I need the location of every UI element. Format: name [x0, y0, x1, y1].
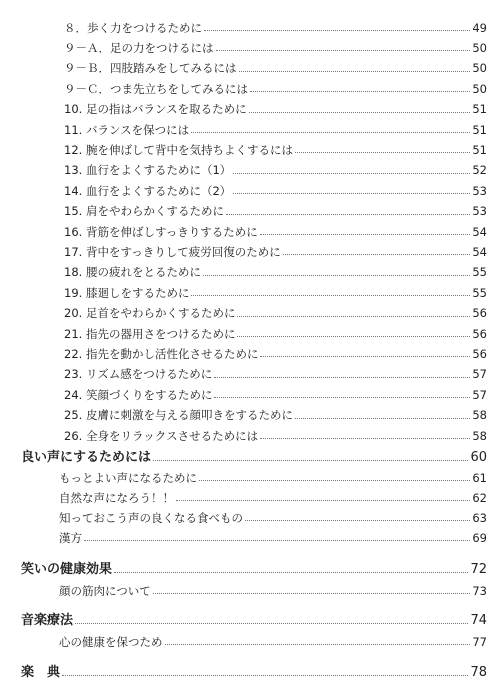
dot-leader [260, 234, 471, 235]
dot-leader [237, 336, 470, 337]
toc-entry-title: 12. 腕を伸ばして背中を気持ちよくするには [64, 142, 293, 157]
toc-entry [0, 504, 500, 524]
toc-entry [0, 524, 500, 544]
toc-section-title: 音楽療法 [21, 613, 74, 628]
toc-section-title: 良い声にするためには [21, 450, 152, 465]
dot-leader [249, 112, 471, 113]
toc-entry [0, 96, 500, 116]
toc-entry [0, 628, 500, 648]
toc-entry-page: 69 [472, 530, 487, 545]
toc-entry-page: 50 [472, 40, 487, 55]
dot-leader [203, 275, 470, 276]
dot-leader [233, 173, 470, 174]
toc-entry-page: 56 [472, 306, 487, 321]
toc-entry-title: 19. 膝廻しをするために [64, 285, 190, 300]
toc-entry-page: 56 [472, 346, 487, 361]
dot-leader [216, 50, 471, 51]
toc-entry [0, 361, 500, 381]
toc-entry [0, 279, 500, 299]
dot-leader [204, 30, 470, 31]
dot-leader [191, 295, 470, 296]
dot-leader [75, 623, 468, 624]
toc-entry-title: 21. 指先の器用さをつけるために [64, 326, 236, 341]
toc-entry [0, 75, 500, 95]
toc-entry-page: 58 [472, 408, 487, 423]
toc-entry-page: 52 [472, 163, 487, 178]
toc-entry-page: 77 [472, 634, 487, 649]
dot-leader [283, 254, 471, 255]
toc-section-page: 60 [470, 450, 487, 465]
dot-leader [239, 71, 471, 72]
toc-entry-title: 11. バランスを保つには [64, 122, 190, 137]
toc-entry-page: 73 [472, 583, 487, 598]
toc-section [0, 556, 500, 576]
toc-entry [0, 422, 500, 442]
dot-leader [260, 438, 470, 439]
toc-entry-title: 22. 指先を動かし活性化させるために [64, 346, 259, 361]
toc-entry [0, 381, 500, 401]
toc-entry-title: 自然な声になろう！！ [59, 490, 174, 505]
dot-leader [199, 480, 470, 481]
toc-entry [0, 55, 500, 75]
toc-entry [0, 464, 500, 484]
toc-entry [0, 402, 500, 422]
toc-entry [0, 259, 500, 279]
toc-section-page: 72 [470, 562, 487, 577]
toc-entry-page: 54 [472, 224, 487, 239]
dot-leader [62, 675, 468, 676]
toc-entry-title: ９－Ｃ．つま先立ちをしてみるには [64, 81, 248, 96]
toc-entry-page: 62 [472, 490, 487, 505]
toc-entry-title: 知っておこう声の良くなる食べもの [59, 510, 243, 525]
toc-entry [0, 136, 500, 156]
dot-leader [114, 572, 468, 573]
toc-entry [0, 577, 500, 597]
toc-entry [0, 238, 500, 258]
toc-entry-title: 漢方 [59, 530, 82, 545]
toc-entry [0, 320, 500, 340]
toc-entry-page: 54 [472, 244, 487, 259]
dot-leader [84, 540, 470, 541]
dot-leader [191, 132, 470, 133]
toc-entry [0, 340, 500, 360]
dot-leader [153, 460, 468, 461]
toc-entry [0, 34, 500, 54]
toc-entry [0, 484, 500, 504]
toc-entry-page: 63 [472, 510, 487, 525]
toc-entry-page: 57 [472, 387, 487, 402]
toc-entry-page: 55 [472, 285, 487, 300]
toc-entry-title: 16. 背筋を伸ばしすっきりするために [64, 224, 258, 239]
toc-entry-title: 15. 肩をやわらかくするために [64, 204, 224, 219]
toc-entry-page: 50 [472, 81, 487, 96]
dot-leader [233, 193, 470, 194]
toc-entry [0, 198, 500, 218]
dot-leader [176, 500, 470, 501]
toc-entry-title: 10. 足の指はバランスを取るために [64, 102, 247, 117]
toc-entry-page: 53 [472, 204, 487, 219]
toc-entry-page: 51 [472, 102, 487, 117]
toc-entry [0, 116, 500, 136]
toc-entry-title: 17. 背中をすっきりして疲労回復のために [64, 244, 281, 259]
toc-entry-title: 13. 血行をよくするために（1） [64, 163, 232, 178]
toc-entry-page: 51 [472, 142, 487, 157]
toc-entry-title: 顔の筋肉について [59, 583, 151, 598]
dot-leader [153, 593, 471, 594]
toc-section-page: 78 [470, 665, 487, 680]
toc-entry-title: 26. 全身をリラックスさせるためには [64, 428, 259, 443]
toc-entry-page: 61 [472, 470, 487, 485]
toc-entry-title: 24. 笑顔づくりをするために [64, 387, 213, 402]
toc-entry-page: 56 [472, 326, 487, 341]
toc-entry-title: もっとよい声になるために [59, 470, 197, 485]
toc-entry-page: 51 [472, 122, 487, 137]
toc-entry-page: 58 [472, 428, 487, 443]
toc-entry-title: ９－Ａ．足の力をつけるには [64, 40, 214, 55]
dot-leader [260, 356, 470, 357]
toc-entry-page: 50 [472, 61, 487, 76]
toc-section-title: 楽 典 [21, 665, 61, 680]
dot-leader [245, 520, 470, 521]
dot-leader [295, 418, 470, 419]
toc-section [0, 607, 500, 627]
dot-leader [214, 377, 470, 378]
toc-entry-title: ９－Ｂ．四肢踏みをしてみるには [64, 61, 237, 76]
toc-entry [0, 157, 500, 177]
toc-section [0, 444, 500, 464]
dot-leader [214, 397, 470, 398]
dot-leader [250, 91, 470, 92]
toc-entry-title: 25. 皮膚に刺激を与える顔叩きをするために [64, 408, 293, 423]
dot-leader [165, 644, 471, 645]
dot-leader [226, 214, 470, 215]
toc-entry-title: 20. 足首をやわらかくするために [64, 306, 236, 321]
toc-entry-title: 14. 血行をよくするために（2） [64, 183, 232, 198]
toc-entry-title: 心の健康を保つため [59, 634, 163, 649]
toc-entry-title: 18. 腰の疲れをとるために [64, 265, 201, 280]
toc-section-title: 笑いの健康効果 [21, 562, 113, 577]
toc-entry-title: ８．歩く力をつけるために [64, 20, 202, 35]
toc-entry [0, 218, 500, 238]
toc-entry [0, 14, 500, 34]
dot-leader [295, 152, 470, 153]
toc-entry-page: 49 [472, 20, 487, 35]
toc-section-page: 74 [470, 613, 487, 628]
dot-leader [237, 316, 470, 317]
toc-section [0, 659, 500, 679]
toc-entry [0, 300, 500, 320]
toc-entry-page: 55 [472, 265, 487, 280]
toc-entry-title: 23. リズム感をつけるために [64, 367, 213, 382]
toc-entry-page: 53 [472, 183, 487, 198]
toc-entry-page: 57 [472, 367, 487, 382]
toc-entry [0, 177, 500, 197]
